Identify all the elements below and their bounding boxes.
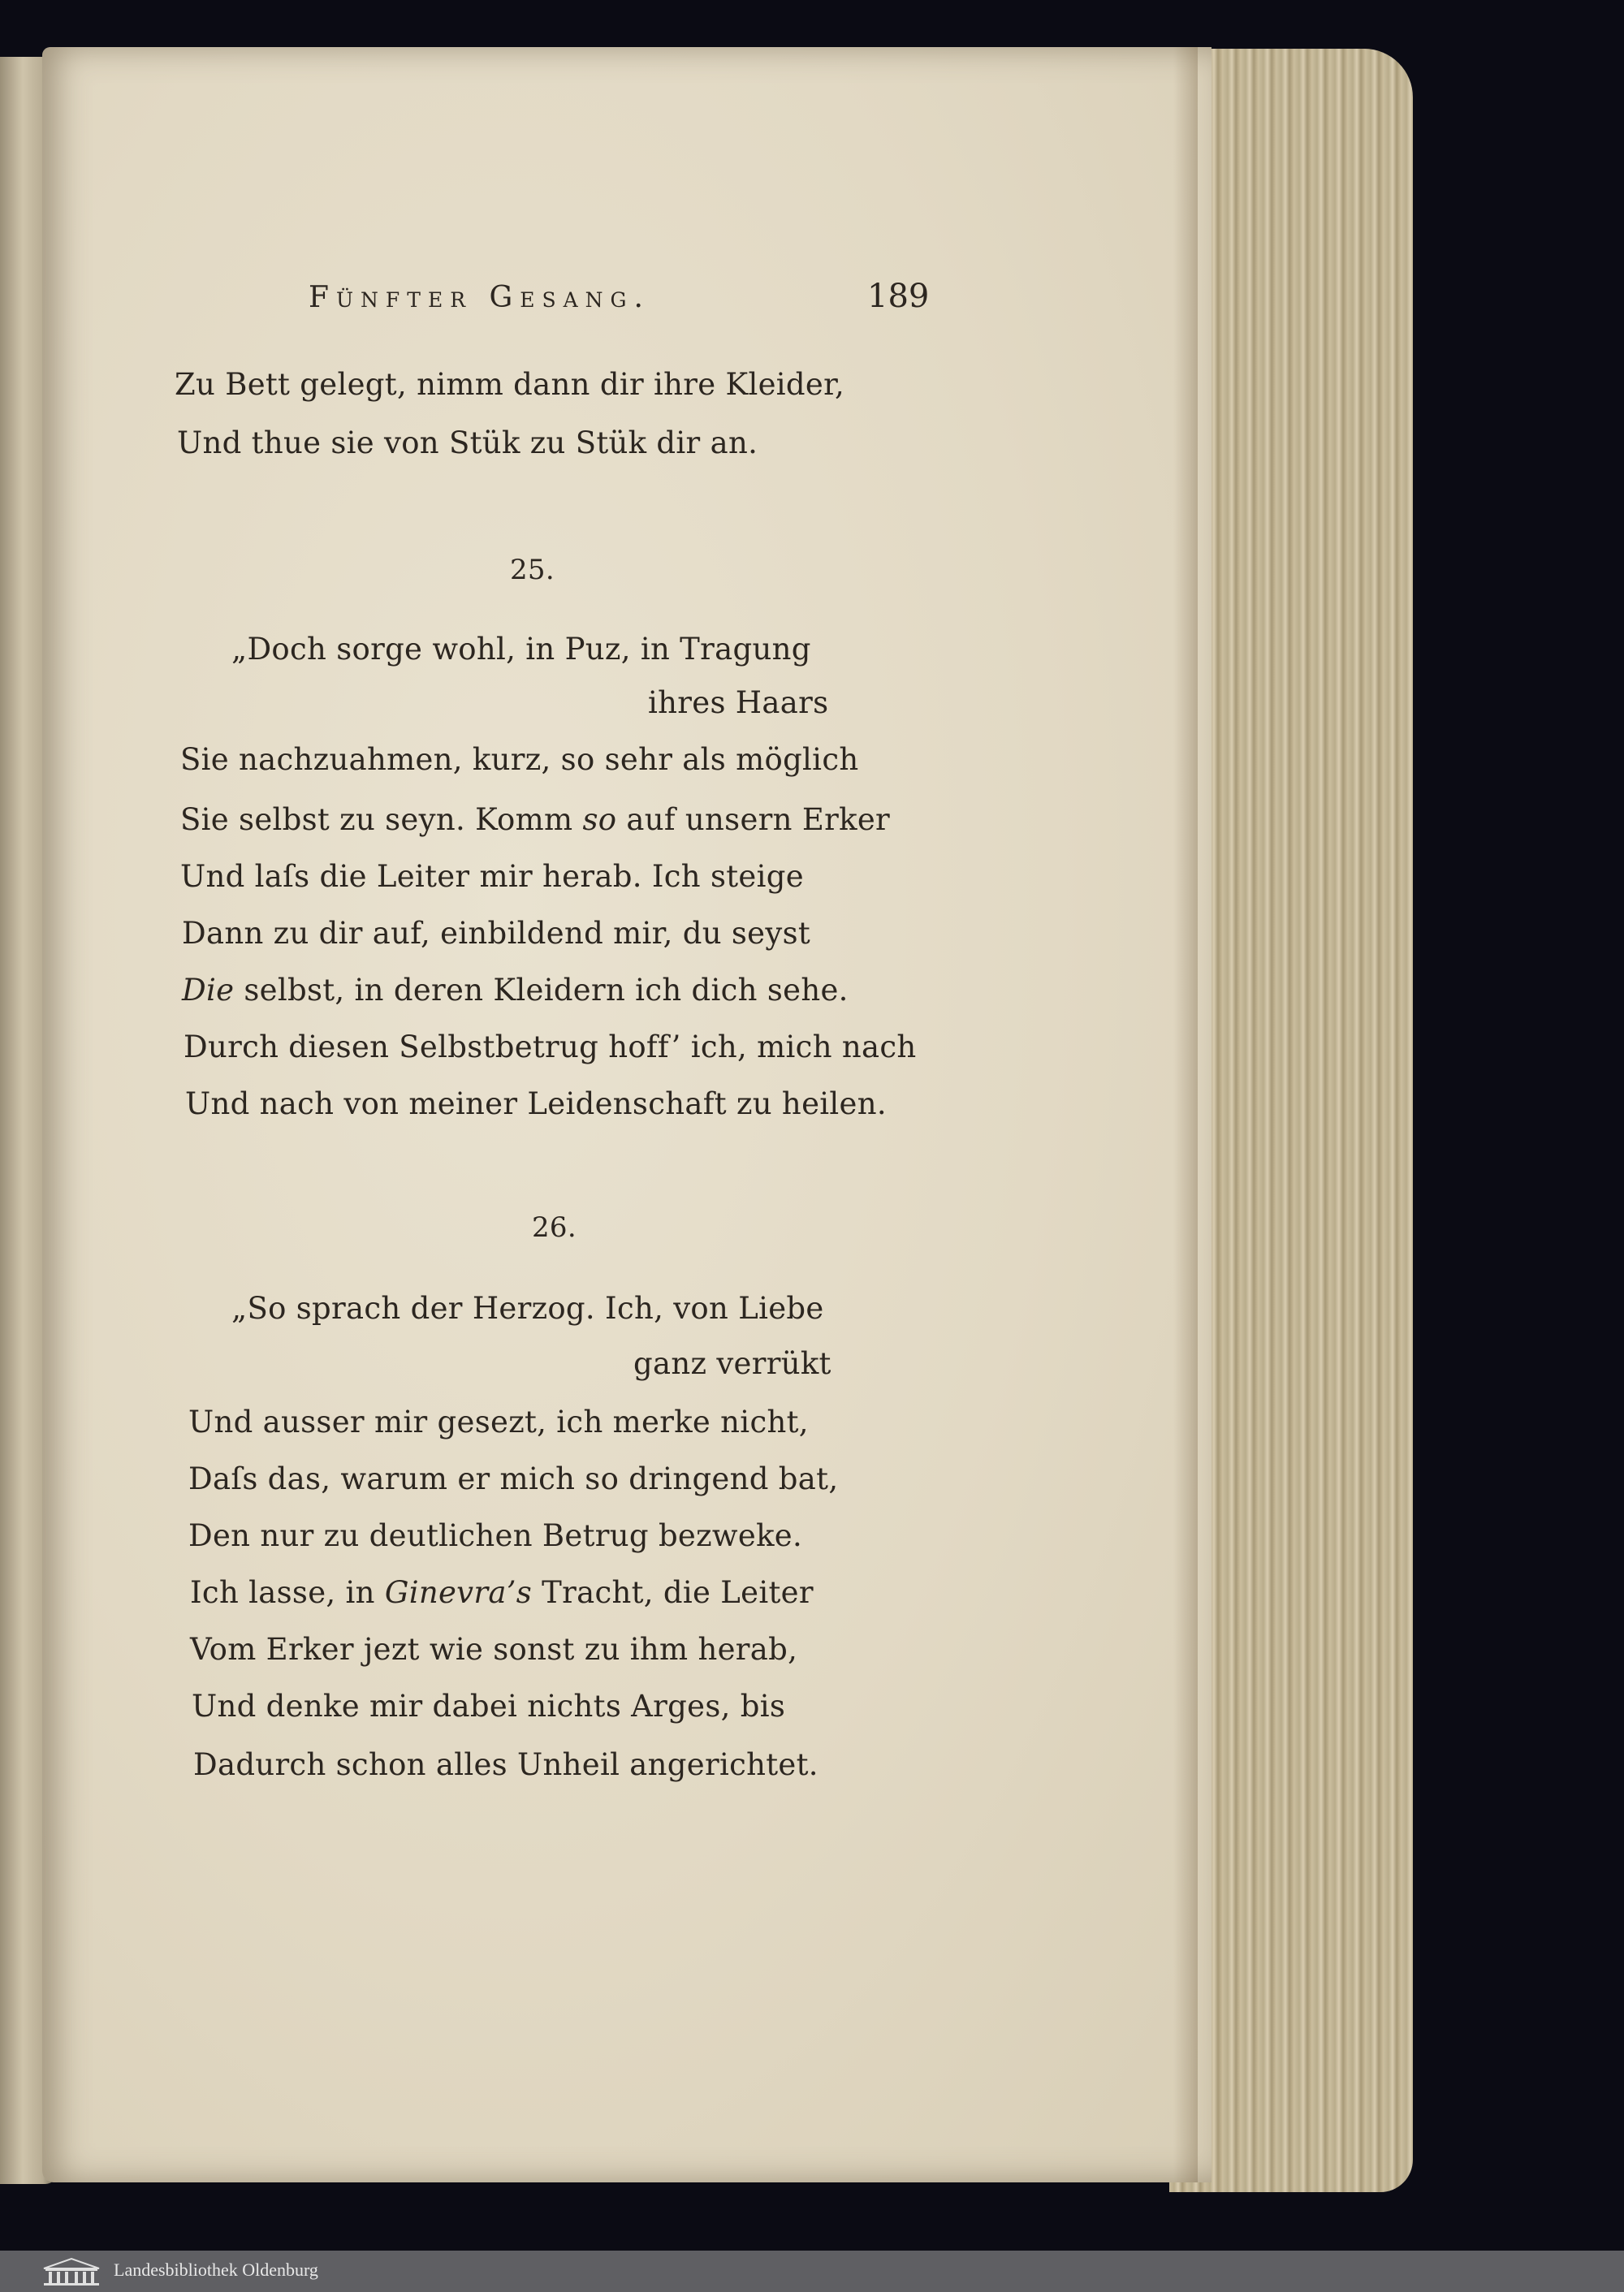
verse-line: Und laſs die Leiter mir herab. Ich steige [180,859,804,894]
stanza-number: 26. [532,1211,577,1244]
verse-line: Durch diesen Selbstbetrug hoff’ ich, mich nach [184,1029,917,1064]
verse-line: Dann zu dir auf, einbildend mir, du seyst [182,916,811,951]
text-line: Und thue sie von Stük zu Stük dir an. [177,425,758,460]
verse-line: „So sprach der Herzog. Ich, von Liebe [231,1291,824,1326]
page-fold-shadow [1173,47,1198,2182]
verse-line: Und denke mir dabei nichts Arges, bis [192,1689,786,1724]
verse-line: Und ausser mir gesezt, ich merke nicht, [188,1405,809,1440]
verse-line-continuation: ganz verrükt [633,1346,831,1381]
stanza-number: 25. [510,554,555,586]
verse-line: Daſs das, warum er mich so dringend bat, [188,1461,839,1496]
library-building-icon [39,2255,104,2288]
text-line: Zu Bett gelegt, nimm dann dir ihre Kleider, [175,367,845,402]
verse-line: Den nur zu deutlichen Betrug bezweke. [188,1518,803,1553]
verse-line: Dadurch schon alles Unheil angerichtet. [193,1747,818,1782]
running-header-title: Fünfter Gesang. [309,281,650,314]
verse-line: Sie nachzuahmen, kurz, so sehr als möglich [180,742,859,777]
verse-line: „Doch sorge wohl, in Puz, in Tragung [231,632,811,667]
page-number: 189 [867,278,930,315]
verse-line: Vom Erker jezt wie sonst zu ihm herab, [190,1632,798,1667]
verse-line: Ich lasse, in Ginevra’s Tracht, die Leiter [190,1575,814,1610]
library-name: Landesbibliothek Oldenburg [114,2260,318,2280]
verse-line: Sie selbst zu seyn. Komm so auf unsern Erker [180,802,891,837]
verse-line: Und nach von meiner Leidenschaft zu heilen. [185,1086,887,1121]
verse-line-continuation: ihres Haars [648,685,829,720]
verse-line: Die selbst, in deren Kleidern ich dich sehe. [182,973,849,1008]
